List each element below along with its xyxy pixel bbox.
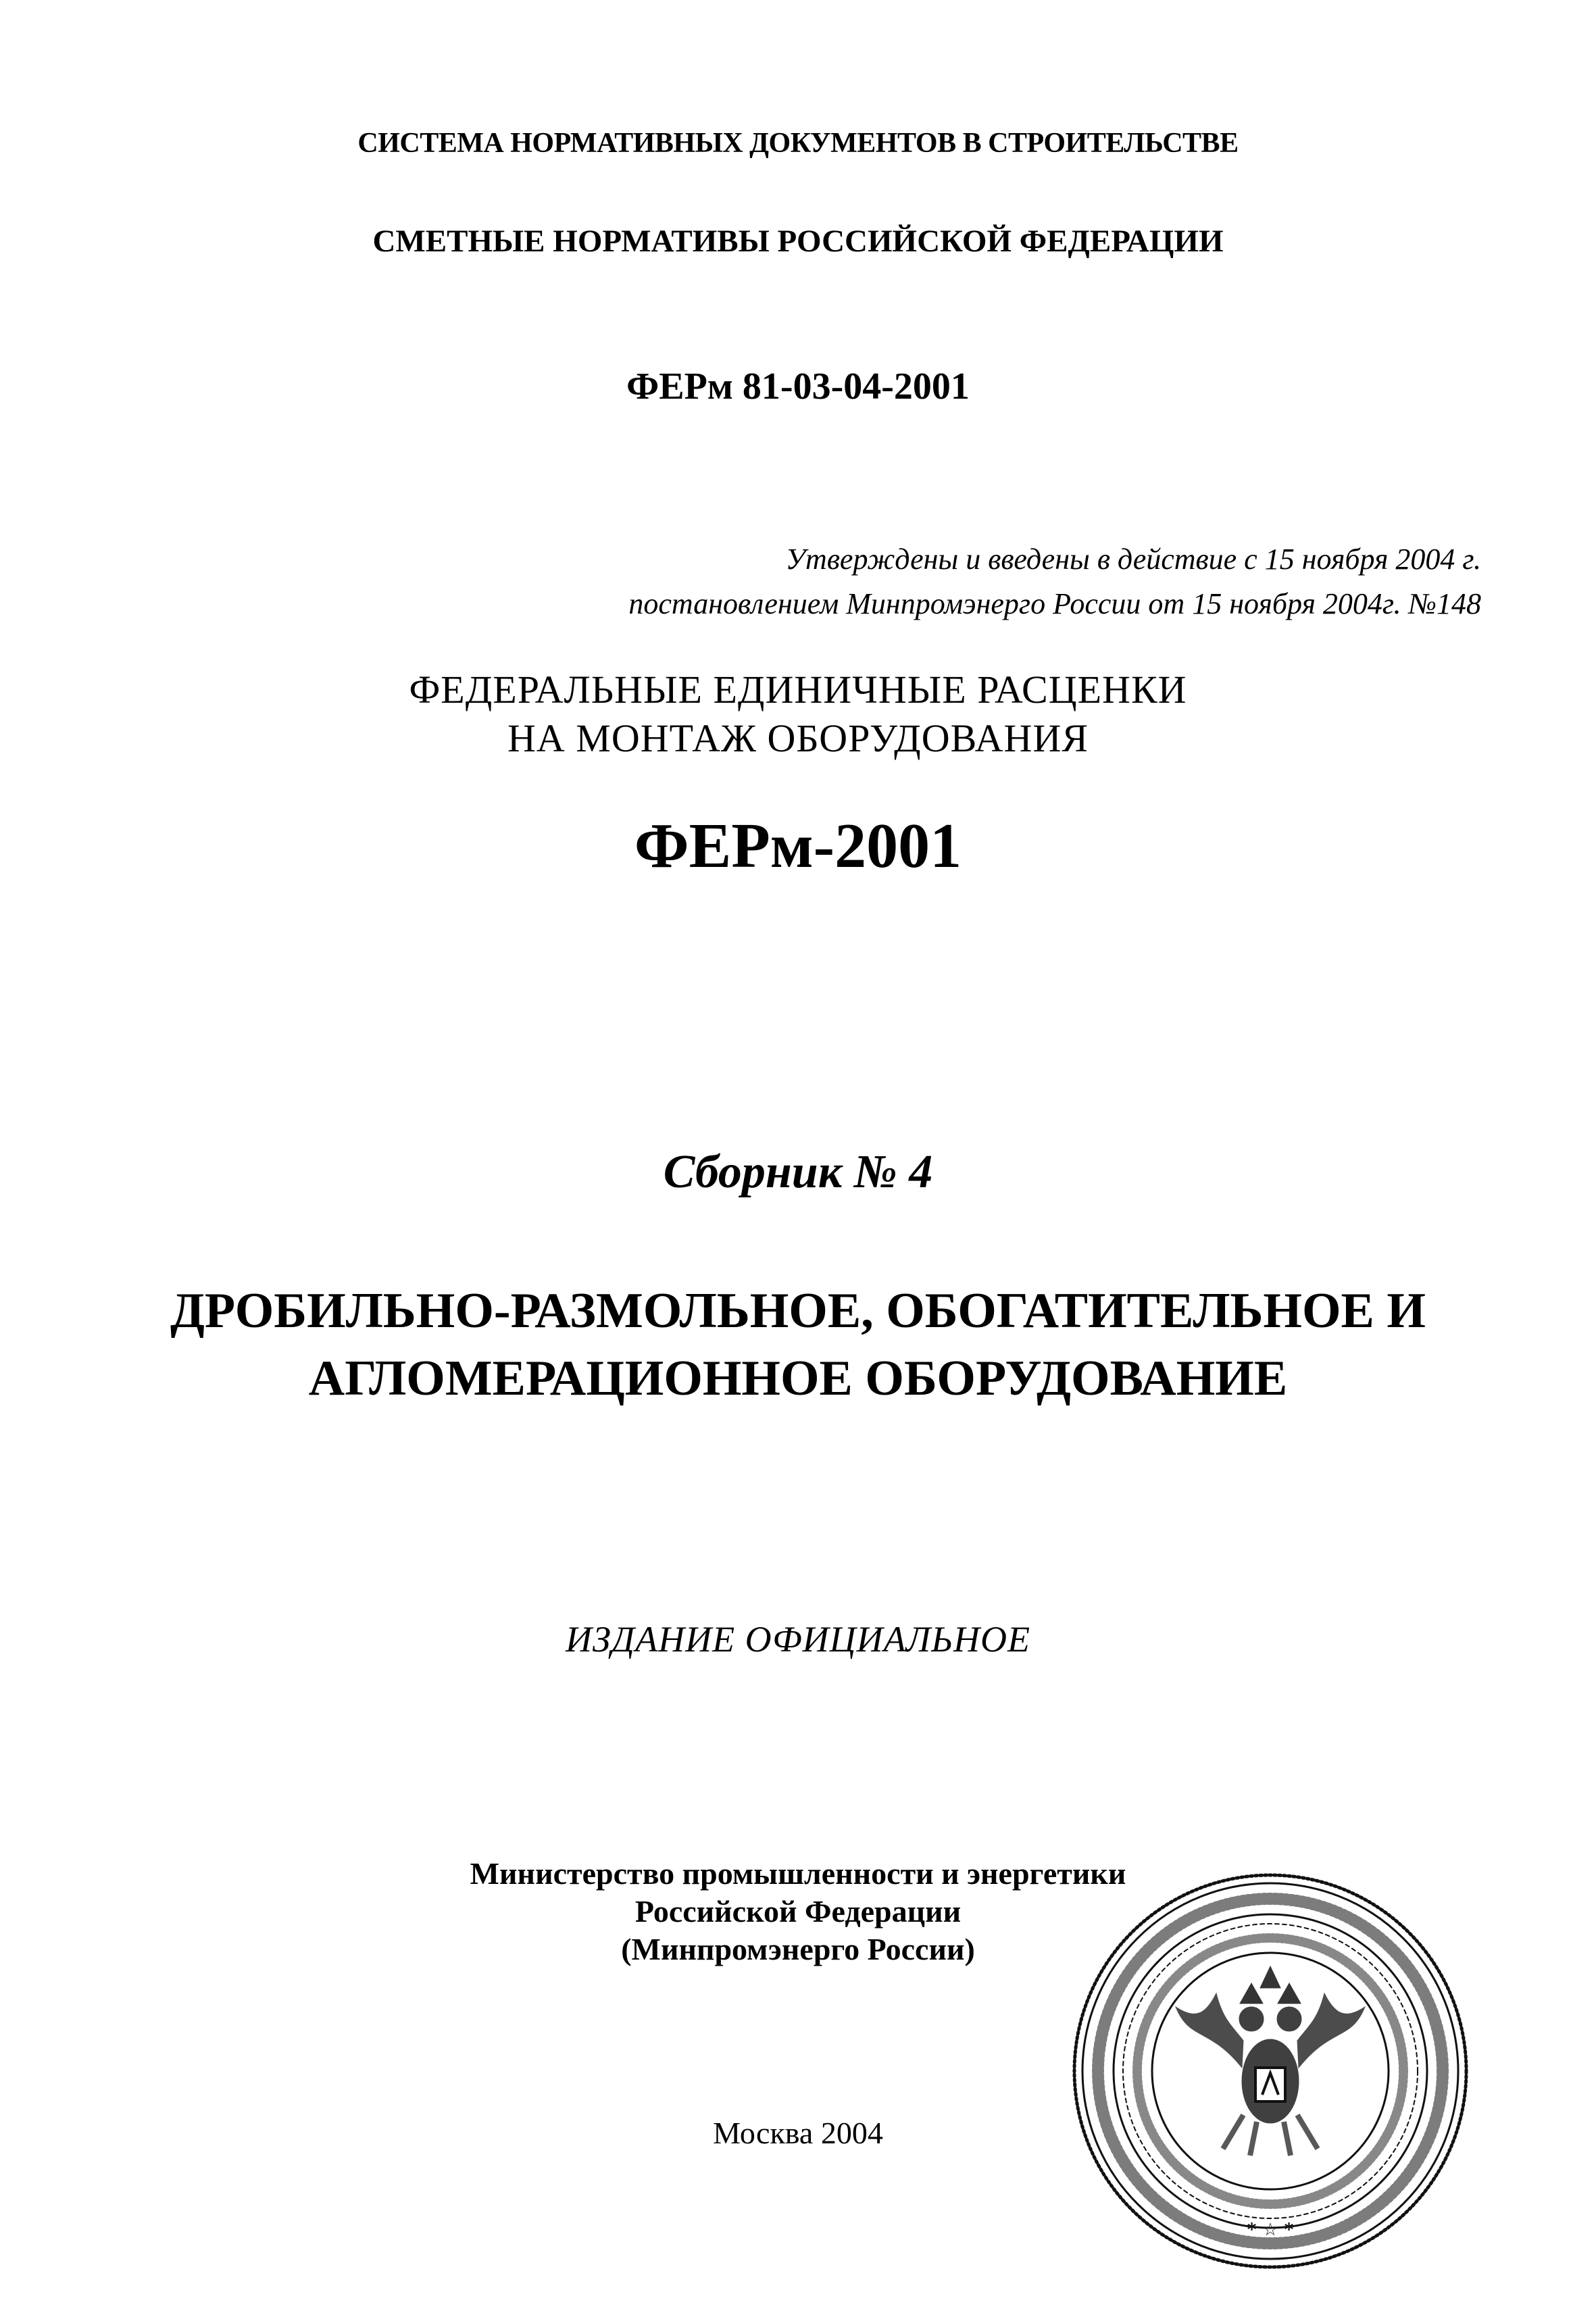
federal-rates-title-line-1: ФЕДЕРАЛЬНЫЕ ЕДИНИЧНЫЕ РАСЦЕНКИ [409,668,1187,712]
publisher-line-1: Министерство промышленности и энергетики [470,1856,1126,1891]
publisher-line-3: (Минпромэнерго России) [621,1932,975,1966]
approval-line-2: постановлением Минпромэнерго России от 15 ноября 2004г. №148 [628,587,1481,620]
approval-line-1: Утверждены и введены в действие с 15 ноября 2004 г. [785,543,1481,576]
federal-rates-title-line-2: НА МОНТАЖ ОБОРУДОВАНИЯ [507,716,1089,760]
approval-note [628,537,1481,626]
federal-rates-title [0,666,1596,763]
edition-label: ИЗДАНИЕ ОФИЦИАЛЬНОЕ [566,1619,1030,1660]
official-seal-icon [1051,1865,1490,2277]
system-title: СИСТЕМА НОРМАТИВНЫХ ДОКУМЕНТОВ В СТРОИТЕЛЬСТВЕ [357,128,1239,159]
subject-title-line-2: АГЛОМЕРАЦИОННОЕ ОБОРУДОВАНИЕ [308,1351,1288,1406]
city-year: Москва 2004 [713,2116,883,2150]
svg-text:* ☆ *: * ☆ * [1247,2220,1294,2240]
subject-title-line-1: ДРОБИЛЬНО-РАЗМОЛЬНОЕ, ОБОГАТИТЕЛЬНОЕ И [170,1283,1426,1339]
subject-title [0,1277,1596,1412]
brand-title: ФЕРм-2001 [634,811,962,881]
collection-number: Сборник № 4 [663,1146,933,1198]
series-title: СМЕТНЫЕ НОРМАТИВЫ РОССИЙСКОЙ ФЕДЕРАЦИИ [372,224,1224,259]
document-code: ФЕРм 81-03-04-2001 [626,366,970,407]
publisher-line-2: Российской Федерации [634,1894,962,1928]
